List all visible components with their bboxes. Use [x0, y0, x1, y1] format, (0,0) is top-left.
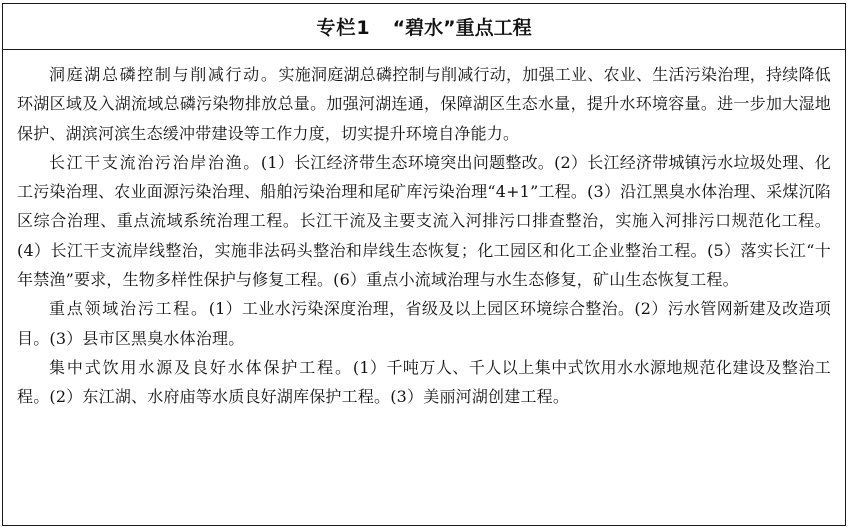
section-heading: 重点领域治污工程。: [49, 299, 209, 319]
section-yangtze-river: [17, 148, 831, 294]
box-title-bar: [3, 4, 845, 50]
section-key-areas: [17, 294, 831, 353]
section-body: (1）千吨万人、千人以上集中式饮用水水源地规范化建设及整治工程。(2）东江湖、水府庙等水质良好湖库保护工程。(3）美丽河湖创建工程。: [17, 357, 831, 407]
section-total-phosphorus: [17, 60, 831, 148]
feature-box: [2, 3, 846, 526]
section-body: (1）长江经济带生态环境突出问题整改。(2）长江经济带城镇污水垃圾处理、化工污染治理、农业面源污染治理、船舶污染治理和尾矿库污染治理“4+1”工程。(3）沿江黑臭水体治理、采煤沉陷区综合治理、重点流域系统治理工程。长江干流及主要支流入河排污口排查整治，实施入河排污口规范化工程。(4）长江干支流岸线整治，实施非法码头整治和岸线生态恢复；化工园区和化工企业整治工程。(5）落实长江“十年禁渔”要求，生物多样性保护与修复工程。(6）重点小流域治理与水生态修复，矿山生态恢复工程。: [17, 152, 832, 290]
section-drinking-water: [17, 353, 831, 412]
box-title: “碧水”重点工程: [392, 17, 532, 39]
box-label: 专栏1: [316, 17, 371, 39]
section-body: 实施洞庭湖总磷控制与削减行动，加强工业、农业、生活污染治理，持续降低环湖区域及入湖流域总磷污染物排放总量。加强河湖连通，保障湖区生态水量，提升水环境容量。进一步加大湿地保护、湖滨河滨生态缓冲带建设等工作力度，切实提升环境自净能力。: [17, 65, 831, 143]
section-heading: 长江干支流治污治岸治渔。: [49, 152, 261, 172]
box-content: [3, 50, 845, 412]
section-body: (1）工业水污染深度治理，省级及以上园区环境综合整治。(2）污水管网新建及改造项目。(3）县市区黑臭水体治理。: [17, 299, 831, 348]
section-heading: 洞庭湖总磷控制与削减行动。: [49, 65, 279, 84]
section-heading: 集中式饮用水源及良好水体保护工程。: [49, 357, 353, 377]
